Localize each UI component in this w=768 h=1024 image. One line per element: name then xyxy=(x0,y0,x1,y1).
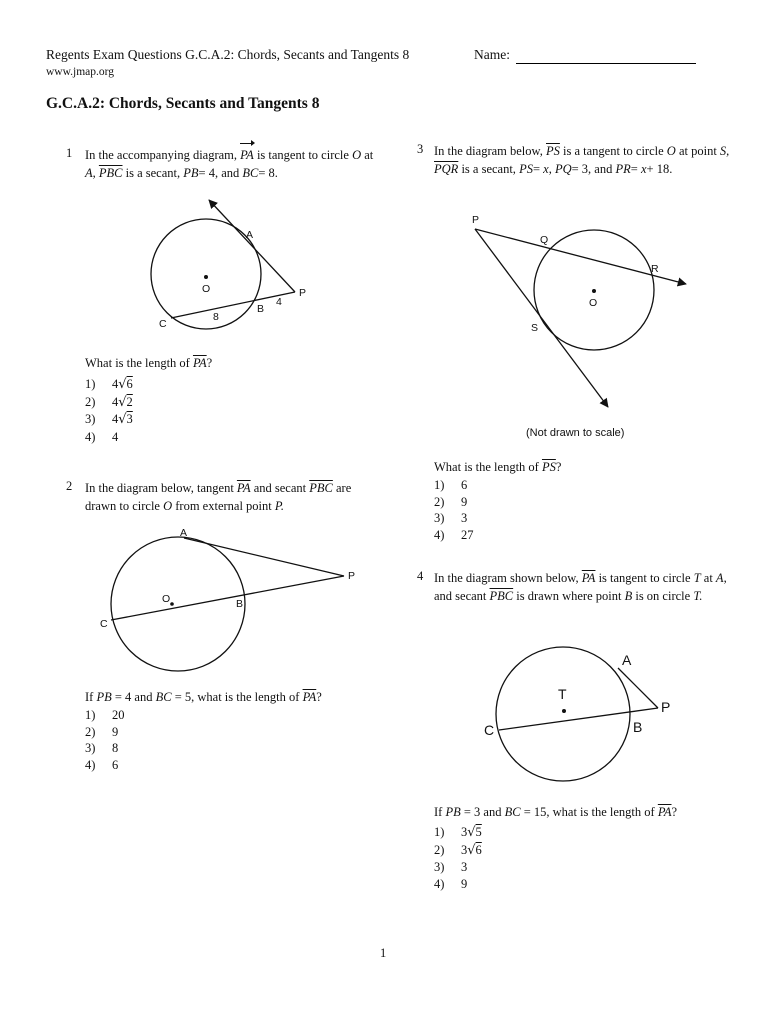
worksheet-header xyxy=(46,47,510,63)
svg-text:T: T xyxy=(558,686,567,702)
choice[interactable]: 2) 3√6 xyxy=(434,842,482,858)
question-3-prompt: What is the length of $\overline{PS}$? xyxy=(434,460,562,474)
choice[interactable]: 2) 9 xyxy=(434,494,468,509)
question-4-text: In the diagram shown below, $\overline{PA}$ is tangent to circle T at A, and secant $\overline{PBC}$ is drawn where point B is on circle T. xyxy=(434,571,727,603)
choice[interactable]: 4) 9 xyxy=(434,876,468,891)
choice[interactable]: 1) 20 xyxy=(85,708,125,722)
choice[interactable]: 1) 3√5 xyxy=(434,825,482,840)
page-number: 1 xyxy=(380,946,387,960)
choice[interactable]: 4) 27 xyxy=(434,527,474,542)
svg-text:8: 8 xyxy=(213,311,219,323)
secant-pqr xyxy=(475,229,686,284)
choice[interactable]: 2) 9 xyxy=(85,724,119,739)
svg-text:P: P xyxy=(299,287,307,299)
choice[interactable]: 3) 8 xyxy=(85,741,119,755)
header-text: Regents Exam Questions G.C.A.2: Chords, Secants and Tangents 8 xyxy=(46,47,410,62)
tangent-ps xyxy=(475,229,608,407)
svg-text:Q: Q xyxy=(540,234,549,246)
tangent-pa xyxy=(184,538,344,576)
question-3-diagram xyxy=(460,212,700,444)
not-to-scale-note: (Not drawn to scale) xyxy=(526,427,625,439)
svg-text:B: B xyxy=(257,303,265,315)
segment-pa: PA xyxy=(240,148,254,162)
svg-text:O: O xyxy=(202,283,211,295)
svg-text:P: P xyxy=(348,570,356,582)
question-3-number: 3 xyxy=(417,142,424,156)
choice[interactable]: 2) 4√2 xyxy=(85,394,133,410)
choice[interactable]: 3) 4√3 xyxy=(85,412,133,427)
svg-text:4: 4 xyxy=(276,296,282,308)
svg-text:A: A xyxy=(622,652,632,668)
svg-text:P: P xyxy=(661,699,671,715)
question-2-text: In the diagram below, tangent $\overline{PA}$ and secant $\overline{PBC}$ are drawn to circle O from external point P. xyxy=(85,481,352,513)
question-4-diagram xyxy=(478,636,698,796)
choice[interactable]: 1) 6 xyxy=(434,478,468,492)
svg-text:C: C xyxy=(484,722,495,738)
question-2-choices xyxy=(85,707,125,773)
svg-text:A: A xyxy=(246,229,254,241)
name-label: Name: xyxy=(474,47,510,62)
svg-text:O: O xyxy=(589,297,598,309)
svg-text:B: B xyxy=(633,719,643,735)
question-4-prompt: If PB = 3 and BC = 15, what is the length of $\overline{PA}$? xyxy=(434,805,678,819)
question-4-choices xyxy=(434,824,482,892)
svg-text:O: O xyxy=(162,593,171,605)
choice[interactable]: 1) 4√6 xyxy=(85,377,133,392)
question-1-prompt: What is the length of $\overline{PA}$? xyxy=(85,356,213,370)
svg-text:C: C xyxy=(159,318,167,330)
secant-pbc xyxy=(111,576,344,620)
question-1-number: 1 xyxy=(66,146,73,160)
question-1-diagram xyxy=(140,192,330,342)
svg-text:C: C xyxy=(100,618,108,630)
question-2-prompt: If PB = 4 and BC = 5, what is the length of $\overline{PA}$? xyxy=(85,690,322,704)
question-2-number: 2 xyxy=(66,479,73,493)
question-3-choices xyxy=(434,477,474,543)
website-url: www.jmap.org xyxy=(46,66,115,78)
svg-text:P: P xyxy=(472,214,480,226)
circle-o xyxy=(111,537,245,671)
choice[interactable]: 4) 6 xyxy=(85,757,119,772)
worksheet-title: G.C.A.2: Chords, Secants and Tangents 8 xyxy=(46,95,320,112)
question-1-choices xyxy=(85,376,133,445)
tangent-ray-pa xyxy=(209,200,295,292)
question-4-number: 4 xyxy=(417,569,424,583)
choice[interactable]: 4) 4 xyxy=(85,429,119,444)
name-blank-line xyxy=(516,63,696,64)
question-3-text: In the diagram below, $\overline{PS}$ is a tangent to circle O at point S, $\overline{PQR}$ is a secant, PS= x, PQ= 3, and PR= x+ 18. xyxy=(434,144,730,176)
svg-text:B: B xyxy=(236,598,244,610)
choice[interactable]: 3) 3 xyxy=(434,860,468,874)
svg-text:S: S xyxy=(531,322,539,334)
question-2-diagram xyxy=(96,524,366,674)
choice[interactable]: 3) 3 xyxy=(434,511,468,525)
tangent-pa xyxy=(618,668,658,708)
svg-text:R: R xyxy=(651,263,659,275)
circle-o xyxy=(151,219,261,329)
question-1-text: In the accompanying diagram, PA is tangent to circle O at A, $\overline{PBC}$ is a secant, PB= 4, and BC= 8. xyxy=(85,148,374,180)
svg-text:A: A xyxy=(180,527,188,539)
